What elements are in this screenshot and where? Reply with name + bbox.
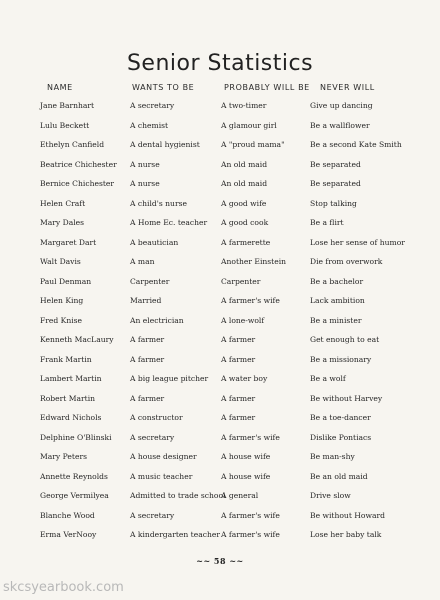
- cell-probably-will-be: A farmer: [221, 393, 256, 403]
- cell-never-will: Be a second Kate Smith: [310, 140, 402, 149]
- cell-name: Mary Peters: [40, 452, 87, 461]
- cell-probably-will-be: A farmer: [221, 335, 256, 344]
- cell-name: Robert Martin: [40, 393, 96, 403]
- cell-never-will: Be a wolf: [310, 374, 346, 383]
- cell-wants-to-be: A secretary: [130, 510, 175, 520]
- cell-probably-will-be: A farmer's wife: [221, 296, 280, 305]
- cell-probably-will-be: A "proud mama": [221, 140, 285, 149]
- cell-wants-to-be: A man: [130, 257, 155, 266]
- cell-name: Delphine O'Blinski: [40, 432, 112, 442]
- cell-name: Paul Denman: [40, 276, 92, 286]
- cell-probably-will-be: A good cook: [221, 218, 269, 227]
- cell-probably-will-be: A general: [221, 491, 259, 500]
- table-row: [0, 100, 440, 120]
- watermark: skcsyearbook.com: [3, 580, 124, 595]
- cell-never-will: Be without Harvey: [310, 393, 383, 403]
- statistics-table: [0, 100, 440, 549]
- cell-wants-to-be: A farmer: [130, 335, 165, 344]
- cell-name: Edward Nichols: [40, 413, 102, 422]
- cell-wants-to-be: A child's nurse: [130, 198, 187, 208]
- table-row: [0, 529, 440, 549]
- cell-wants-to-be: A kindergarten teacher: [130, 530, 221, 539]
- cell-never-will: Lose her baby talk: [310, 530, 382, 539]
- table-row: [0, 295, 440, 315]
- table-row: [0, 217, 440, 237]
- table-row: [0, 510, 440, 530]
- cell-never-will: Be separated: [310, 159, 361, 169]
- cell-wants-to-be: Married: [130, 296, 162, 305]
- cell-probably-will-be: A farmer's wife: [221, 432, 280, 442]
- cell-wants-to-be: A farmer: [130, 393, 165, 403]
- cell-never-will: Be a flirt: [310, 218, 344, 227]
- cell-probably-will-be: A farmerette: [221, 237, 271, 247]
- table-row: [0, 373, 440, 393]
- table-row: [0, 198, 440, 218]
- table-row: [0, 237, 440, 257]
- cell-never-will: Be a toe-dancer: [310, 413, 371, 422]
- cell-never-will: Get enough to eat: [310, 335, 380, 344]
- cell-never-will: Die from overwork: [310, 257, 383, 266]
- header-probably-will-be: PROBABLY WILL BE: [224, 83, 310, 92]
- table-row: [0, 490, 440, 510]
- cell-probably-will-be: Carpenter: [221, 276, 261, 286]
- table-row: [0, 139, 440, 159]
- cell-wants-to-be: A dental hygienist: [130, 140, 200, 149]
- cell-name: Ethelyn Canfield: [40, 140, 105, 149]
- cell-probably-will-be: A farmer: [221, 354, 256, 364]
- cell-never-will: Lack ambition: [310, 296, 365, 305]
- cell-wants-to-be: A constructor: [130, 413, 183, 422]
- cell-name: Lulu Beckett: [40, 120, 90, 130]
- page-number: ~~ 58 ~~: [196, 556, 244, 566]
- header-never-will: NEVER WILL: [320, 83, 375, 92]
- cell-probably-will-be: A lone-wolf: [221, 315, 265, 325]
- cell-name: Lambert Martin: [40, 374, 102, 383]
- table-row: [0, 432, 440, 452]
- cell-never-will: Be without Howard: [310, 510, 385, 520]
- cell-never-will: Be a bachelor: [310, 276, 364, 286]
- cell-wants-to-be: An electrician: [130, 315, 184, 325]
- cell-probably-will-be: A house wife: [221, 452, 271, 461]
- cell-probably-will-be: An old maid: [221, 159, 268, 169]
- cell-name: Bernice Chichester: [40, 179, 115, 188]
- table-row: [0, 159, 440, 179]
- table-row: [0, 256, 440, 276]
- cell-never-will: Dislike Pontiacs: [310, 432, 372, 442]
- table-row: [0, 354, 440, 374]
- table-row: [0, 334, 440, 354]
- cell-never-will: Lose her sense of humor: [310, 237, 405, 247]
- page-title: Senior Statistics: [126, 51, 314, 76]
- table-row: [0, 451, 440, 471]
- cell-name: Walt Davis: [40, 257, 81, 266]
- cell-probably-will-be: A farmer: [221, 413, 256, 422]
- table-row: [0, 120, 440, 140]
- cell-never-will: Give up dancing: [310, 101, 373, 110]
- cell-wants-to-be: A secretary: [130, 101, 175, 110]
- cell-probably-will-be: A house wife: [221, 471, 271, 481]
- cell-name: Fred Knise: [40, 315, 83, 325]
- cell-wants-to-be: A music teacher: [130, 471, 193, 481]
- table-row: [0, 393, 440, 413]
- cell-probably-will-be: Another Einstein: [221, 257, 287, 266]
- cell-name: Margaret Dart: [40, 237, 97, 247]
- cell-name: Erma VerNooy: [40, 530, 97, 539]
- header-name: NAME: [47, 83, 73, 92]
- cell-wants-to-be: A house designer: [130, 452, 197, 461]
- cell-never-will: Be a minister: [310, 315, 362, 325]
- cell-never-will: Be a missionary: [310, 354, 372, 364]
- cell-wants-to-be: A chemist: [130, 120, 169, 130]
- cell-wants-to-be: A nurse: [130, 179, 160, 188]
- cell-name: Helen Craft: [40, 198, 86, 208]
- cell-probably-will-be: A farmer's wife: [221, 530, 280, 539]
- cell-name: Annette Reynolds: [40, 471, 108, 481]
- cell-name: Helen King: [40, 296, 84, 305]
- cell-never-will: Be separated: [310, 179, 361, 188]
- cell-name: Jane Barnhart: [40, 101, 95, 110]
- cell-wants-to-be: A nurse: [130, 159, 160, 169]
- cell-wants-to-be: A farmer: [130, 354, 165, 364]
- cell-never-will: Be a wallflower: [310, 120, 370, 130]
- cell-wants-to-be: A big league pitcher: [130, 374, 209, 383]
- cell-probably-will-be: A two-timer: [221, 101, 267, 110]
- cell-name: Mary Dales: [40, 218, 85, 227]
- cell-name: Blanche Wood: [40, 510, 95, 520]
- table-row: [0, 276, 440, 296]
- cell-probably-will-be: An old maid: [221, 179, 268, 188]
- cell-wants-to-be: A beautician: [130, 237, 179, 247]
- header-wants-to-be: WANTS TO BE: [132, 83, 195, 92]
- cell-wants-to-be: Admitted to trade school: [130, 491, 226, 500]
- cell-probably-will-be: A water boy: [221, 374, 268, 383]
- table-row: [0, 178, 440, 198]
- cell-probably-will-be: A farmer's wife: [221, 510, 280, 520]
- cell-probably-will-be: A glamour girl: [221, 120, 277, 130]
- cell-name: Beatrice Chichester: [40, 159, 117, 169]
- cell-never-will: Be man-shy: [310, 452, 355, 461]
- cell-never-will: Be an old maid: [310, 471, 368, 481]
- cell-name: George Vermilyea: [40, 491, 109, 500]
- cell-wants-to-be: Carpenter: [130, 276, 170, 286]
- table-row: [0, 471, 440, 491]
- cell-probably-will-be: A good wife: [221, 198, 267, 208]
- cell-never-will: Stop talking: [310, 198, 357, 208]
- table-row: [0, 315, 440, 335]
- cell-never-will: Drive slow: [310, 491, 351, 500]
- cell-name: Kenneth MacLaury: [40, 335, 114, 344]
- cell-name: Frank Martin: [40, 354, 92, 364]
- cell-wants-to-be: A Home Ec. teacher: [130, 218, 208, 227]
- table-row: [0, 412, 440, 432]
- cell-wants-to-be: A secretary: [130, 432, 175, 442]
